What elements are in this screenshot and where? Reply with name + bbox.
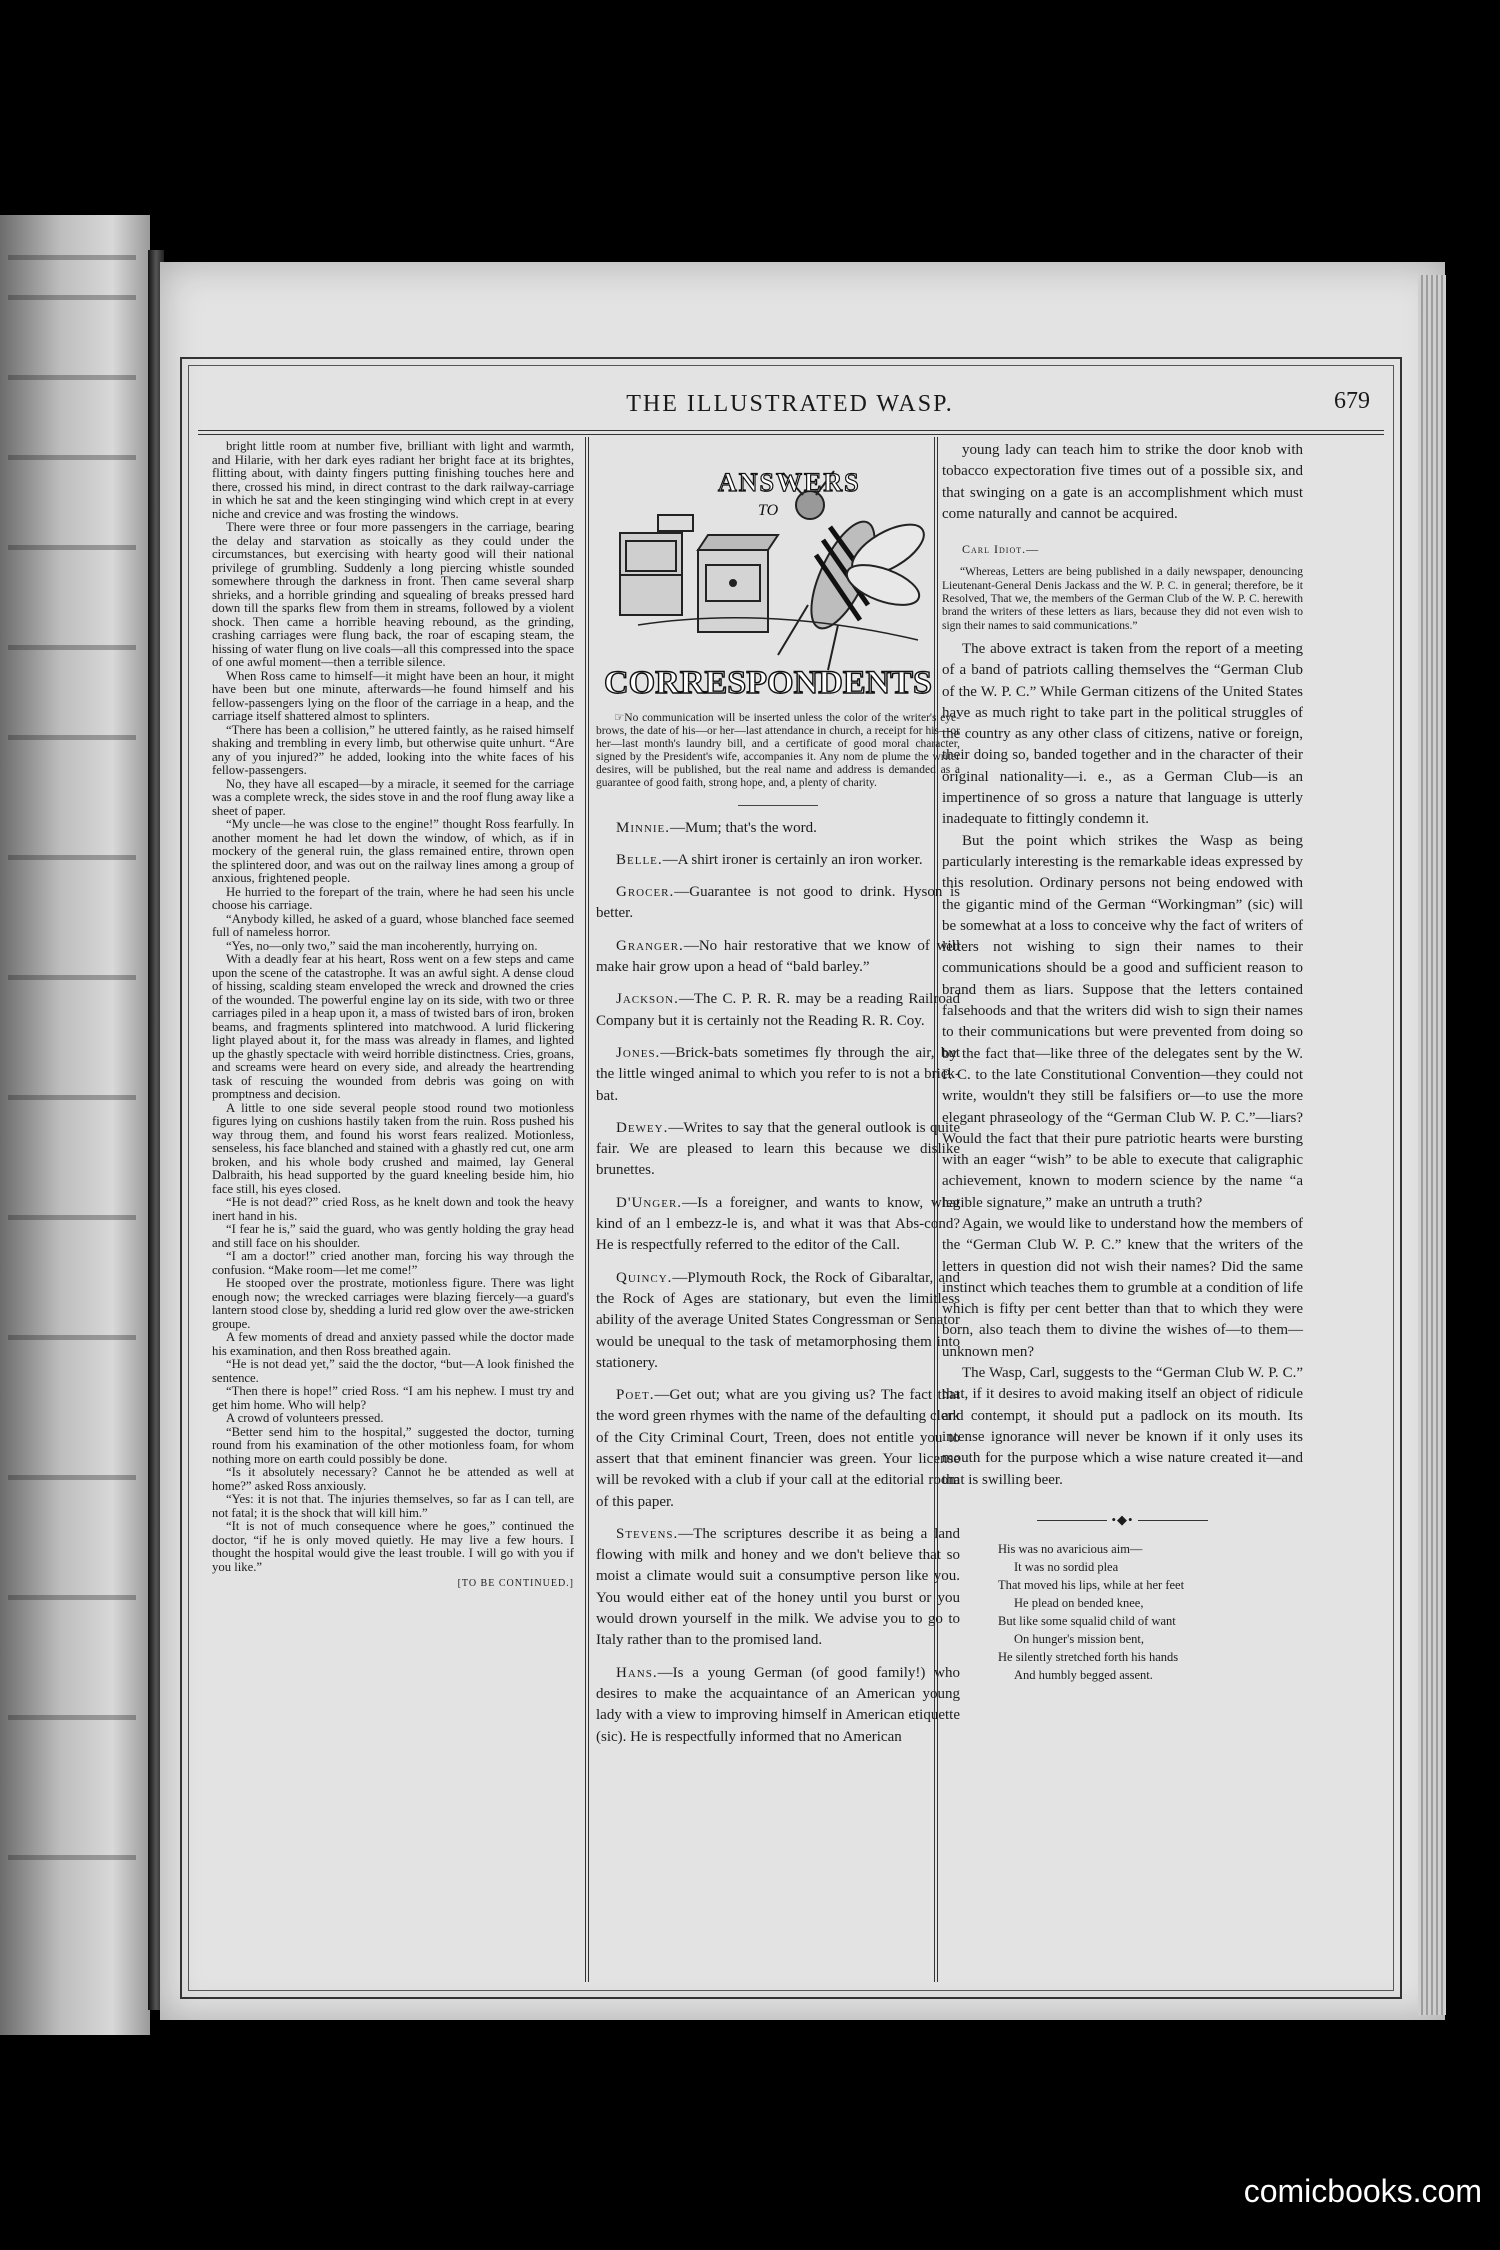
answer-entry <box>596 1118 960 1182</box>
correspondent-name: Poet. <box>616 1387 655 1404</box>
correspondent-name: Belle. <box>616 851 663 868</box>
answer-entry <box>596 1268 960 1374</box>
story-paragraph: “I fear he is,” said the guard, who was gently holding the gray head and still face on his shoulder. <box>212 1222 574 1250</box>
story-paragraph: “He is not dead?” cried Ross, as he knelt down and took the heavy inert hand in his. <box>212 1195 574 1223</box>
correspondent-name: Minnie. <box>616 819 671 836</box>
editorial-text <box>942 639 1303 1491</box>
to-be-continued <box>212 1576 574 1591</box>
correspondent-name: Granger. <box>616 937 684 954</box>
header-rule <box>198 430 1384 435</box>
illustration-heading-bottom: CORRESPONDENTS <box>604 665 932 701</box>
correspondent-name: Jones. <box>616 1044 661 1061</box>
answer-entry <box>596 1524 960 1652</box>
answer-text: —No hair restorative that we know of will make hair grow upon a head of “bald barley.” <box>596 937 960 976</box>
answer-text: —Guarantee is not good to drink. Hyson is better. <box>596 884 960 922</box>
answer-entry <box>596 850 960 871</box>
story-paragraph: He hurried to the forepart of the train, where he had seen his uncle choose his carriage. <box>212 884 574 912</box>
resolution-quote: “Whereas, Letters are being published in a daily newspaper, denouncing Lieutenant-General Denis Jackass and the W. P. C. in general; therefore, be it Resolved, That we, the members of the German Club of the W. P. C. herewith brand the writers of these letters as liars, because they did not even wish to sign their names to said communications.” <box>942 566 1303 632</box>
answer-text: —A shirt ironer is certainly an iron worker. <box>662 851 923 868</box>
answers-list <box>596 818 960 1748</box>
correspondent-name: Stevens. <box>616 1525 679 1542</box>
column-rule-left <box>585 437 589 1982</box>
editorial-paragraph: But the point which strikes the Wasp as being particularly interesting is the remarkable ideas expressed by this resolution. Ordinary persons not being endowed with the gigantic mind of the German “Workingman” (sic) will be somewhat at a loss to conceive why the fact of writers of letters not wishing to sign their names to their communications should be a good and sufficient reason to brand them as liars. Suppose that the letters contained falsehoods and that the writers did wish to sign their names to their communications but were prevented from doing so by the fact that—like three of the delegates sent by the W. P. C. to the late Constitutional Convention—they could not write, wouldn't they still be falsifiers or—to use the more elegant phraseology of the “German Club W. P. C.”—liars? Would the fact that their pure patriotic hearts were bursting with an eager “wish” to be able to execute that caligraphic achievement, known to modern science by the name “a legible signature,” make an untruth a truth? <box>942 832 1303 1211</box>
story-paragraph: “Anybody killed, he asked of a guard, whose blanched face seemed full of nameless horror. <box>212 911 574 939</box>
story-paragraph: “Yes, no—only two,” said the man incoherently, hurrying on. <box>226 938 538 953</box>
serial-story-column <box>212 440 574 1591</box>
answer-text: —Is a young German (of good family!) who desires to make the acquaintance of an American young lady with a view to improving himself in American etiquette (sic). He is respectfully informed that no American <box>596 1664 960 1745</box>
story-paragraph: “Yes: it is not that. The injuries themselves, so far as I can tell, are not fatal; it is the shock that will kill him.” <box>212 1492 574 1520</box>
answer-entry <box>596 1385 960 1513</box>
poem-line: He plead on bended knee, <box>1014 1596 1144 1611</box>
answer-entry <box>596 882 960 925</box>
answer-text: —The scriptures describe it as being a land flowing with milk and honey and we don't believe that so moist a climate would suit a consumptive person like you. You would either eat of the honey until you burst or you would drown yourself in the milk. We advise you to go to Italy rather than to the promised land. <box>596 1525 960 1649</box>
story-paragraph: “My uncle—he was close to the engine!” thought Ross fearfully. In another moment he had let down the window, of which, as if in mockery of the general ruin, the glass remained entire, thrown open the splintered door, and was out on the railway lines among a group of anxious, frightened people. <box>212 817 574 885</box>
editorial-paragraph: The Wasp, Carl, suggests to the “German Club W. P. C.” that, if it desires to avoid making itself an object of ridicule and contempt, it should put a padlock on its mouth. Its intense ignorance will never be known if it only uses its mouth for the purpose which a wise nature created it—and that is swilling beer. <box>942 1365 1303 1488</box>
publication-title: THE ILLUSTRATED WASP. <box>626 391 954 417</box>
answer-text: —Writes to say that the general outlook is quite fair. We are pleased to learn this because we dislike brunettes. <box>596 1119 960 1179</box>
notice-rule <box>738 805 818 806</box>
answer-text: —Mum; that's the word. <box>670 819 817 836</box>
poem <box>998 1540 1303 1684</box>
answer-text: —Plymouth Rock, the Rock of Gibaraltar, and the Rock of Ages are stationary, but even the limitless ability of the average United States Congressman or Senator would be unequal to the task of metamorphosing them into stationery. <box>596 1269 960 1371</box>
answer-text: —Is a foreigner, and wants to know, what kind of an l embezz-le is, and what it was that Abs-cond? He is respectfully referred to the editor of the Call. <box>596 1194 960 1254</box>
story-paragraph: A little to one side several people stood round two motionless figures lying on cushions hastily taken from the ruin. Ross pushed his way throug them, and found his worst fears realized. Motionless, senseless, his face blanched and stained with a ghastly red cut, one arm broken, and his whole body crushed and maimed, lay General Dalbraith, his head supported by the guard kneeling beside him, hio face still, his eyes closed. <box>212 1100 574 1196</box>
poem-line: On hunger's mission bent, <box>1014 1632 1145 1647</box>
answer-text: —The C. P. R. R. may be a reading Railroad Company but it is certainly not the Reading R. R. Coy. <box>596 991 960 1029</box>
story-paragraph: bright little room at number five, brilliant with light and warmth, and Hilarie, with her dark eyes radiant her bright face at its brightes, flitting about, with dainty fingers putting finishing touches here and there, crossed his mind, in direct contrast to the dark railway-carriage in which he sat and the keen stinginging wind which crept in at every niche and crevice and was frosting the windows. <box>212 439 574 521</box>
story-paragraph: There were three or four more passengers in the carriage, bearing the delay and starvation as stoically as they could under the circumstances, but exercising with hearty good will their national privilege of grumbling. Suddenly a long piercing whistle sounded somewhere through the darkness in front. Then came several sharp shrieks, and a horrible grinding and squealing of breaks pressed hard down till the sparks flew from them in streams, followed by a violent shock. Then came a horrible heaving rebound, as the grinding, crashing carriages were flung back, the roar of escaping steam, the hissing of water flung on live coals—all this compressed into the space of one awful moment—then a terrible silence. <box>212 520 574 669</box>
illustration-heading-top: ANSWERS <box>718 468 861 497</box>
answer-entry <box>596 1663 960 1748</box>
poem-line: And humbly begged assent. <box>1014 1668 1153 1683</box>
ornament-glyph: •◆• <box>1111 1511 1134 1527</box>
editorial-column <box>942 440 1303 1684</box>
answer-entry <box>596 1043 960 1107</box>
poem-line: He silently stretched forth his hands <box>998 1650 1179 1665</box>
correspondent-name: Dewey. <box>616 1119 669 1136</box>
correspondent-name: D'Unger. <box>616 1194 683 1211</box>
serial-story-text <box>212 440 574 1574</box>
answer-text: —Get out; what are you giving us? The fact that the word green rhymes with the name of the defaulting clerk of the City Criminal Court, Treen, does not entitle you to assert that that eminent financier was green. Your license will be revoked with a club if your call at the editorial room of this paper. <box>596 1387 960 1510</box>
editorial-paragraph: Again, we would like to understand how the members of the “German Club W. P. C.” knew that the writers of the letters in question did not wish their names? Did the same instinct which teaches them to grumble at a condition of life which is fifty per cent better than that to which they were born, also teach them to divine the wishes of—to them—unknown men? <box>942 1215 1303 1360</box>
correspondent-name: Grocer. <box>616 884 675 901</box>
continued-label: [TO BE CONTINUED.] <box>457 1578 574 1589</box>
correspondent-name: Jackson. <box>616 991 679 1008</box>
carl-idiot-heading: Carl Idiot.— <box>962 542 1040 557</box>
poem-line: His was no avaricious aim— <box>998 1542 1143 1557</box>
watermark: comicbooks.com <box>1243 2173 1482 2209</box>
story-paragraph: “Better send him to the hospital,” suggested the doctor, turning round from his examination of the other motionless foam, for whom nothing more on earth could possibly be done. <box>212 1424 574 1466</box>
answers-to-correspondents-illustration <box>598 455 938 705</box>
story-paragraph: “I am a doctor!” cried another man, forcing his way through the confusion. “Make room—let me come!” <box>212 1249 574 1277</box>
story-paragraph: “He is not dead yet,” said the the doctor, “but—A look finished the sentence. <box>212 1357 574 1385</box>
answer-entry <box>596 818 960 839</box>
correspondent-name: Hans. <box>616 1664 658 1681</box>
running-head <box>190 385 1390 425</box>
story-paragraph: “Then there is hope!” cried Ross. “I am his nephew. I must try and get him home. Who will help? <box>212 1384 574 1412</box>
answer-entry <box>596 936 960 979</box>
answers-column <box>596 712 960 1759</box>
poem-line: That moved his lips, while at her feet <box>998 1578 1185 1593</box>
story-paragraph: A few moments of dread and anxiety passed while the doctor made his examination, and then Ross breathed again. <box>212 1330 574 1358</box>
poem-line: But like some squalid child of want <box>998 1614 1176 1629</box>
poem-line: It was no sordid plea <box>1014 1560 1119 1575</box>
section-ornament <box>942 1509 1303 1530</box>
story-paragraph: “It is not of much consequence where he goes,” continued the doctor, “if he is only moved quietly. He may live a few hours. I thought the hospital would give the least trouble. I will go with you if you like.” <box>212 1519 574 1574</box>
page-edges <box>1418 275 1446 2015</box>
correspondence-notice: ☞No communication will be inserted unless the color of the writer's eye-brows, the date of his—or her—last attendance in church, a receipt for his—or her—last month's laundry bill, and a certificate of good moral character, signed by the President's wife, accompanies it. Any nom de plume the writer desires, will be published, but the real name and address is demanded as a guarantee of good faith, strong hope, and, a plenty of charity. <box>596 712 960 790</box>
story-paragraph: With a deadly fear at his heart, Ross went on a few steps and came upon the scene of the catastrophe. It was an awful sight. A dense cloud of hissing, scalding steam enveloped the wreck and drowned the cries of the wounded. The powerful engine lay on its side, with two or three carriages piled in a heap upon it, a mass of twisted bars of iron, broken beams, and fragments splintered into matchwood. A lurid flickering light played about it, for the mass was already in flames, and lighted up the ghastly spectacle with weird horrible distinctness. Cries, groans, and screams were heard on every side, and already the heartrending task of rescuing the wounded from debris was going on with promptness and decision. <box>212 952 574 1101</box>
story-paragraph: “There has been a collision,” he uttered faintly, as he raised himself shaking and trembling in every limb, but otherwise quite unhurt. “Are any of you injured?” he added, looking into the white faces of his fellow-passengers. <box>212 722 574 777</box>
editorial-continuation: young lady can teach him to strike the door knob with tobacco expectoration five times out of a possible six, and that swinging on a gate is an accomplishment which must come naturally and cannot be acquired. <box>942 442 1303 522</box>
correspondent-name: Quincy. <box>616 1269 673 1286</box>
story-paragraph: He stooped over the prostrate, motionless figure. There was light enough now; the wrecked carriages were blazing fiercely—a guard's lantern stood close by, shedding a lurid red glow over the awe-stricken groupe. <box>212 1276 574 1331</box>
illustration-heading-mid: TO <box>758 502 779 519</box>
adjacent-page <box>0 215 150 2035</box>
story-paragraph: “Is it absolutely necessary? Cannot he be attended as well at home?” asked Ross anxiously. <box>212 1465 574 1493</box>
answer-entry <box>596 1193 960 1257</box>
page-number: 679 <box>1334 388 1370 414</box>
answer-entry <box>596 989 960 1032</box>
story-paragraph: No, they have all escaped—by a miracle, it seemed for the carriage was a complete wreck, the sides stove in and the roof flung away like a sheet of paper. <box>212 776 574 818</box>
editorial-paragraph: The above extract is taken from the report of a meeting of a band of patriots calling themselves the “German Club of the W. P. C.” While German citizens of the United States have as much right to take part in the political struggles of the country as any other class of citizens, native or foreign, their doing so, banded together and in the character of their original nationality—i. e., as a German Club—is an impertinence of so gross a nature that language is utterly inadequate to fittingly condemn it. <box>942 640 1303 828</box>
story-paragraph: A crowd of volunteers pressed. <box>226 1411 384 1425</box>
answer-text: —Brick-bats sometimes fly through the air, but the little winged animal to which you refer to is not a brick-bat. <box>596 1044 960 1104</box>
story-paragraph: When Ross came to himself—it might have been an hour, it might have been but one minute, afterwards—he found himself and his fellow-passengers lying on the floor of the carriage in a heap, and the carriage itself shattered almost to splinters. <box>212 668 574 723</box>
